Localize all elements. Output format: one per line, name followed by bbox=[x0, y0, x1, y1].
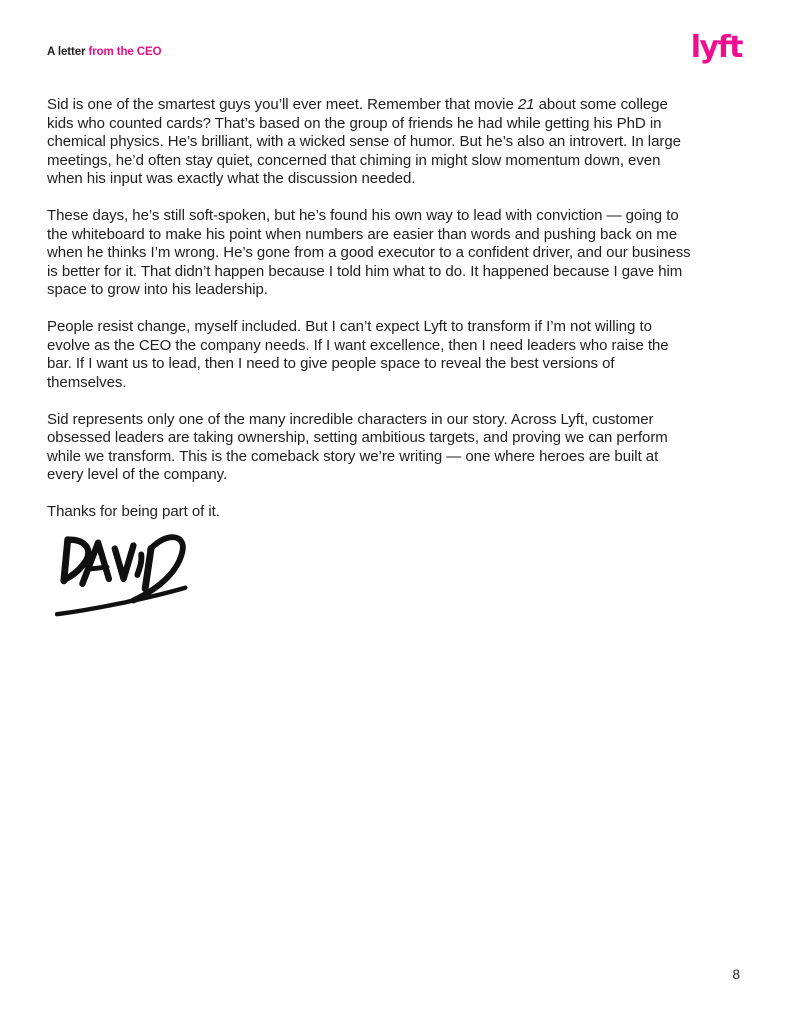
signature-david bbox=[55, 528, 202, 620]
paragraph-3: People resist change, myself included. But I can’t expect Lyft to transform if I’m not willing to evolve as the CEO the company needs. If I want excellence, then I need leaders who raise the bar. If I want us to lead, then I need to give people space to reveal the best versions of themselves. bbox=[47, 318, 669, 391]
paragraph-2: These days, he’s still soft-spoken, but he’s found his own way to lead with conviction — going to the whiteboard to make his point when numbers are easier than words and pushing back on me when he thinks I’m wrong. He’s gone from a good executor to a confident driver, and our business is better for it. That didn’t happen because I told him what to do. It happened because I gave him space to grow into his leadership. bbox=[47, 207, 691, 298]
section-title-accent: from the CEO bbox=[85, 46, 162, 58]
letter-body bbox=[47, 96, 692, 540]
lyft-logo: lyft bbox=[690, 29, 742, 66]
section-title-prefix: A letter bbox=[47, 46, 86, 58]
page-number: 8 bbox=[732, 967, 740, 982]
movie-title-italic: 21 bbox=[517, 96, 535, 113]
paragraph-1-text-b: about some college kids who counted cards? That’s based on the group of friends he had while getting his PhD in chemical physics. He’s brilliant, with a wicked sense of humor. But he’s also an introvert. In large meetings, he’d often stay quiet, concerned that chiming in might slow momentum down, even when his input was exactly what the discussion needed. bbox=[47, 96, 681, 187]
paragraph-1 bbox=[47, 96, 692, 189]
paragraph-4: Sid represents only one of the many incredible characters in our story. Across Lyft, customer obsessed leaders are taking ownership, setting ambitious targets, and proving we can perform while we transform. This is the comeback story we’re writing — one where heroes are built at every level of the company. bbox=[47, 410, 668, 483]
signature-ink-icon bbox=[55, 528, 202, 620]
section-title bbox=[47, 46, 161, 58]
paragraph-5: Thanks for being part of it. bbox=[47, 503, 220, 520]
paragraph-1-text-a: Sid is one of the smartest guys you’ll ever meet. Remember that movie bbox=[47, 96, 518, 113]
